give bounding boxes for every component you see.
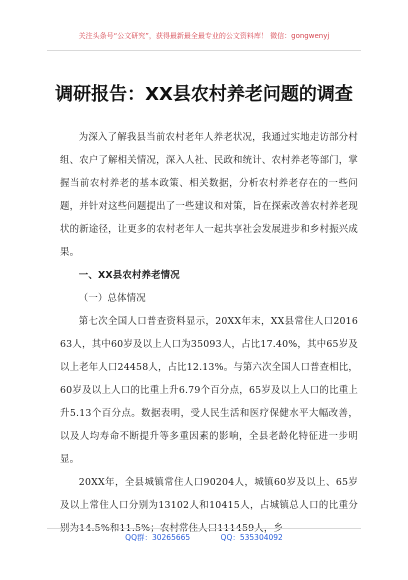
header-note: 关注头条号“公文研究”，获得最新最全最专业的公文资料库！ 微信：gongwenyj xyxy=(78,32,330,40)
intro-paragraph: 为深入了解我县当前农村老年人养老状况，我通过实地走访部分村组、农户了解相关情况，深入人社、民政和统计、农村养老等部门，掌握当前农村养老的基本政策、相关数据，分析农村养老存在的一些问题，并针对这些问题提出了一些建议和对策，旨在探索改善农村养老现状的新途径，让更多的农村老年人一起共享社会发展进步和乡村振兴成果。 xyxy=(60,132,358,258)
document-title: 调研报告：XX县农村养老问题的调查 xyxy=(55,84,353,105)
body-paragraph-1: 第七次全国人口普查资料显示，20XX年末，XX县常住人口201663人，其中60岁及以上人口为35093人，占比17.40%，其中65岁及以上老年人口24458人，占比12.13%。与第六次全国人口普查相比，60岁及以上人口的比重上升6.79个百分点，65岁及以上人口的比重上升5.13个百分点。数据表明，受人民生活和医疗保健水平大幅改善，以及人均寿命不断提升等多重因素的影响，全县老龄化特征进一步明显。 xyxy=(60,316,358,465)
section-heading: 一、XX县农村养老情况 xyxy=(78,270,180,281)
footer xyxy=(0,532,408,543)
document-body xyxy=(60,126,358,540)
header-divider xyxy=(47,50,361,51)
subsection-heading: （一）总体情况 xyxy=(78,293,146,304)
footer-qq-group: QQ群：30265665 xyxy=(125,533,191,542)
footer-qq: QQ：535304092 xyxy=(220,533,283,542)
body-paragraph-2: 20XX年，全县城镇常住人口90204人，城镇60岁及以上、65岁及以上常住人口分别为13102人和10415人，占城镇总人口的比重分别为14.5%和11.5%；农村常住人口111459人，乡 xyxy=(60,477,358,534)
footer-divider xyxy=(47,528,361,529)
